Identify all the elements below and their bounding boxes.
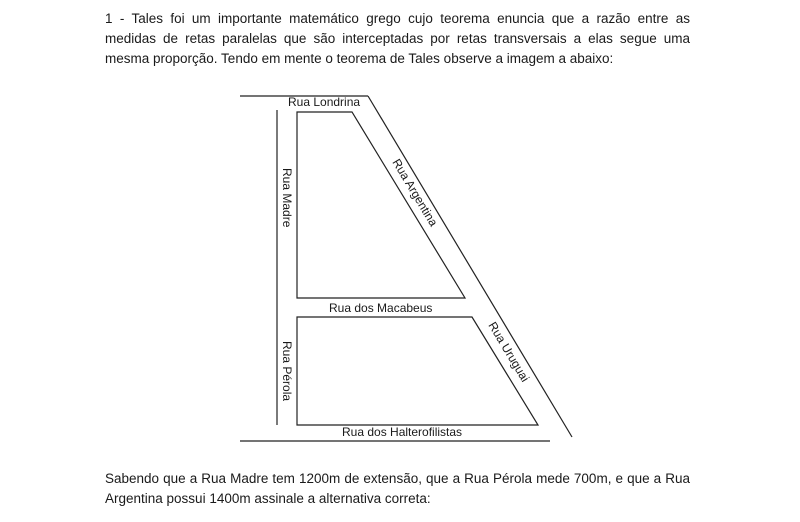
label-rua-madre: Rua Madre: [280, 168, 294, 228]
problem-question: Sabendo que a Rua Madre tem 1200m de extensão, que a Rua Pérola mede 700m, e que a Rua Argentina possui 1400m assinale a alternativa correta:: [105, 471, 690, 506]
outer-right-line: [368, 96, 572, 437]
label-rua-dos-halterofilistas: Rua dos Halterofilistas: [342, 425, 463, 439]
upper-block: [297, 112, 465, 298]
problem-intro: 1 - Tales foi um importante matemático grego cujo teorema enuncia que a razão entre as medidas de retas paralelas que são interceptadas por retas transversais a elas segue uma mesma proporção. Tendo em mente o teorema de Tales observe a imagem a abaixo:: [105, 11, 690, 66]
label-rua-perola: Rua Pérola: [280, 341, 294, 402]
label-rua-londrina: Rua Londrina: [288, 95, 361, 109]
label-rua-argentina: Rua Argentina: [389, 156, 441, 229]
label-rua-uruguai: Rua Uruguai: [485, 319, 533, 385]
label-rua-dos-macabeus: Rua dos Macabeus: [329, 301, 433, 315]
